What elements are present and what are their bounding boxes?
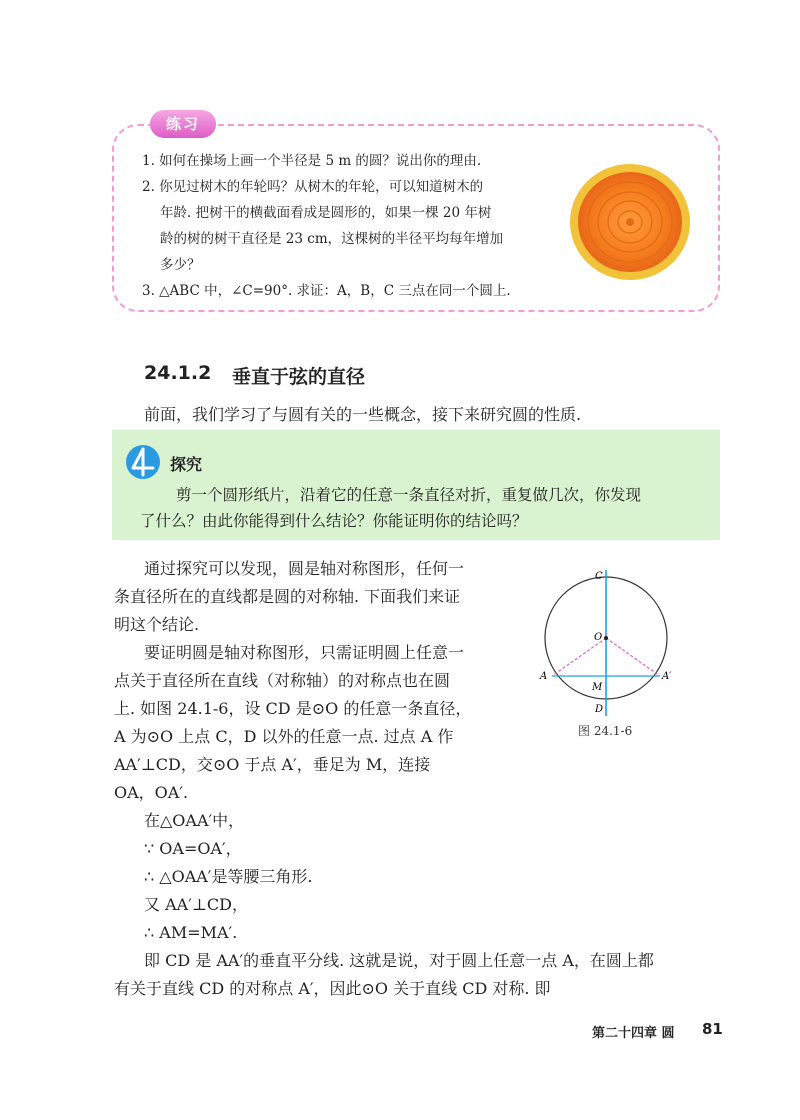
body-line-3: 明这个结论. (114, 615, 200, 634)
footer-chapter: 第二十四章 圆 (592, 1026, 675, 1041)
label-c: C (595, 571, 603, 582)
exercise-line-3: 年龄. 把树干的横截面看成是圆形的，如果一棵 20 年树 (160, 205, 492, 221)
body-line-12: ∴ △OAA′是等腰三角形. (144, 867, 313, 886)
exercise-line-4: 龄的树的树干直径是 23 cm，这棵树的半径平均每年增加 (160, 231, 504, 247)
explore-line-1: 剪一个圆形纸片，沿着它的任意一条直径对折，重复做几次，你发现 (176, 486, 642, 504)
body-line-15: 即 CD 是 AA′的垂直平分线. 这就是说，对于圆上任意一点 A，在圆上都 (144, 951, 654, 970)
body-line-6: 上. 如图 24.1-6，设 CD 是⊙O 的任意一条直径， (114, 699, 472, 718)
segment-oa (552, 638, 606, 676)
label-a-prime: A′ (662, 671, 672, 682)
exercise-line-2: 2. 你见过树木的年轮吗？从树木的年轮，可以知道树木的 (142, 179, 484, 195)
intro-text: 前面，我们学习了与圆有关的一些概念，接下来研究圆的性质. (144, 405, 582, 424)
body-line-13: 又 AA′⊥CD， (144, 895, 248, 914)
exercise-tag: 练习 (150, 110, 216, 138)
segment-oa-prime (606, 638, 660, 676)
body-line-10: 在△OAA′中， (144, 811, 245, 830)
body-line-8: AA′⊥CD，交⊙O 于点 A′，垂足为 M，连接 (114, 755, 431, 774)
body-line-16: 有关于直线 CD 的对称点 A′，因此⊙O 关于直线 CD 对称. 即 (114, 979, 551, 998)
body-line-5: 点关于直径所在直线（对称轴）的对称点也在圆 (114, 671, 451, 690)
center-point-o (604, 636, 608, 640)
label-o: O (594, 632, 603, 643)
body-line-9: OA，OA′. (114, 783, 189, 802)
section-number: 24.1.2 (144, 362, 212, 384)
page-number: 81 (702, 1020, 723, 1038)
exercise-line-6: 3. △ABC 中，∠C=90°. 求证：A，B，C 三点在同一个圆上. (142, 283, 511, 299)
explore-title: 探究 (170, 455, 203, 474)
explore-line-2: 了什么？由此你能得到什么结论？你能证明你的结论吗？ (140, 512, 528, 530)
body-line-4: 要证明圆是轴对称图形，只需证明圆上任意一 (144, 643, 465, 662)
circle-figure (538, 566, 698, 716)
label-d: D (595, 704, 604, 715)
exercise-line-1: 1. 如何在操场上画一个半径是 5 m 的圆？说出你的理由. (142, 153, 482, 169)
exercise-line-5: 多少？ (160, 257, 201, 273)
section-title: 垂直于弦的直径 (232, 366, 366, 388)
body-line-11: ∵ OA=OA′， (144, 839, 242, 858)
label-a: A (540, 671, 548, 682)
body-line-2: 条直径所在的直线都是圆的对称轴. 下面我们来证 (114, 587, 461, 606)
explore-icon (125, 444, 161, 480)
body-line-1: 通过探究可以发现，圆是轴对称图形，任何一 (144, 559, 465, 578)
body-line-7: A 为⊙O 上点 C，D 以外的任意一点. 过点 A 作 (114, 727, 454, 746)
body-line-14: ∴ AM=MA′. (144, 923, 238, 942)
figure-caption: 图 24.1-6 (578, 724, 633, 738)
tree-ring-image (568, 160, 692, 282)
label-m: M (592, 682, 603, 693)
